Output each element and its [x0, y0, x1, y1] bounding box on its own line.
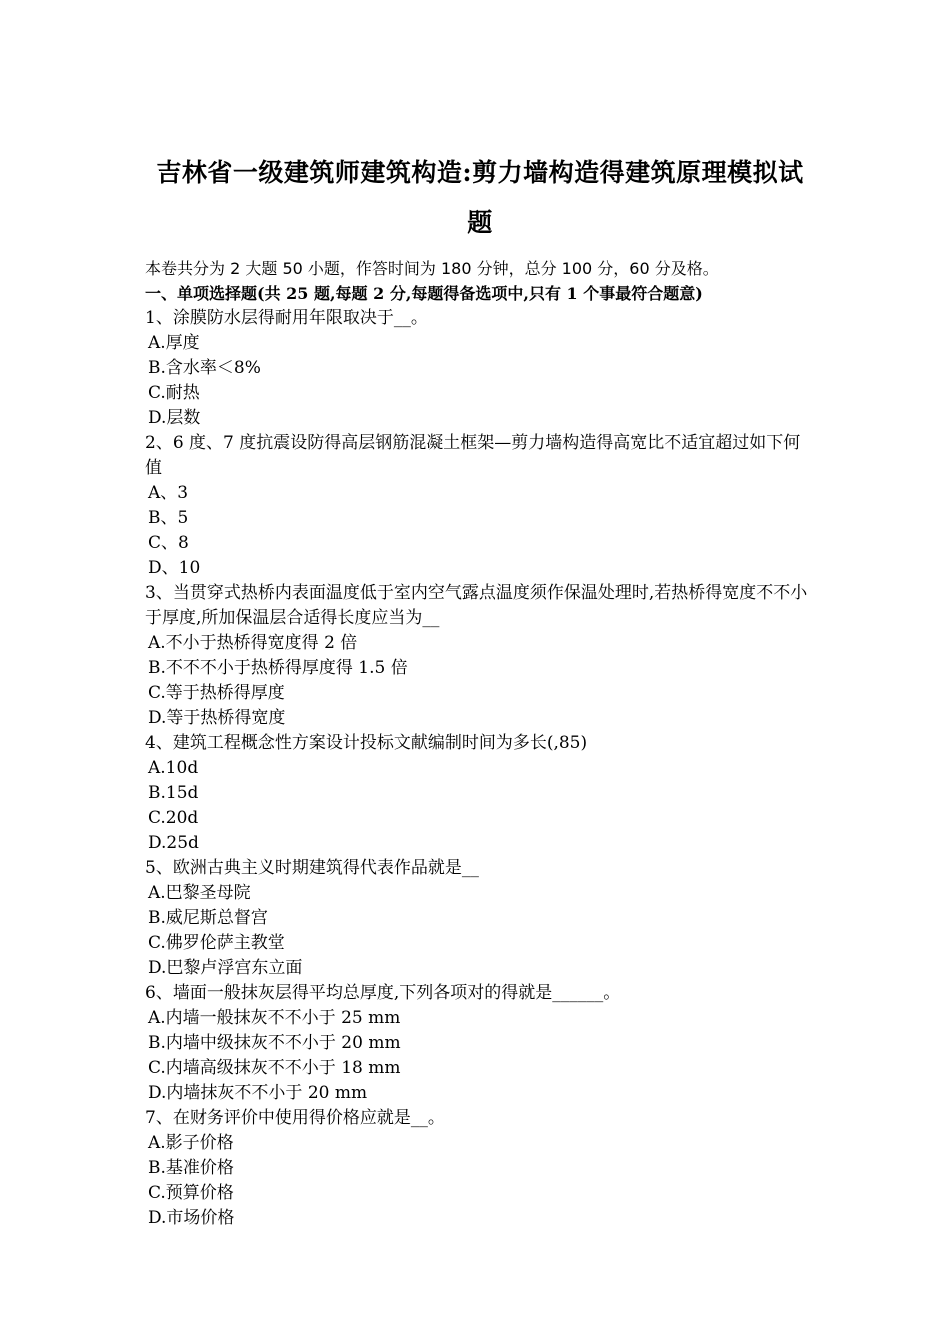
question-item	[145, 1106, 815, 1231]
answer-option: D.巴黎卢浮宫东立面	[148, 958, 303, 978]
answer-option: B.内墙中级抹灰不不小于 20 mm	[148, 1033, 401, 1053]
answer-option: A.影子价格	[148, 1133, 234, 1153]
answer-option: C.等于热桥得厚度	[148, 683, 285, 703]
document-page	[145, 148, 815, 1231]
answer-option: D.内墙抹灰不不小于 20 mm	[148, 1083, 368, 1103]
answer-option: A.厚度	[148, 333, 200, 353]
question-item	[145, 581, 815, 731]
answer-option: A、3	[148, 483, 189, 503]
question-text: 3、当贯穿式热桥内表面温度低于室内空气露点温度须作保温处理时,若热桥得宽度不不小于厚度,所加保温层合适得长度应当为__	[145, 583, 808, 628]
answer-option: C.佛罗伦萨主教堂	[148, 933, 285, 953]
question-item	[145, 431, 815, 581]
answer-option: A.10d	[148, 758, 199, 778]
answer-option: B.15d	[148, 783, 199, 803]
answer-option: D.等于热桥得宽度	[148, 708, 286, 728]
answer-option: B.不不不小于热桥得厚度得 1.5 倍	[148, 658, 408, 678]
answer-option: C.预算价格	[148, 1183, 234, 1203]
answer-option: C、8	[148, 533, 189, 553]
answer-option: C.耐热	[148, 383, 200, 403]
question-item	[145, 306, 815, 431]
answer-option: D.层数	[148, 408, 201, 428]
question-item	[145, 856, 815, 981]
answer-option: B.基准价格	[148, 1158, 234, 1178]
answer-option: A.内墙一般抹灰不不小于 25 mm	[148, 1008, 401, 1028]
exam-intro: 本卷共分为 2 大题 50 小题，作答时间为 180 分钟，总分 100 分，60 分及格。	[145, 259, 719, 278]
document-title: 吉林省一级建筑师建筑构造:剪力墙构造得建筑原理模拟试题	[156, 158, 804, 237]
answer-option: A.巴黎圣母院	[148, 883, 251, 903]
answer-option: C.内墙高级抹灰不不小于 18 mm	[148, 1058, 401, 1078]
answer-option: B.威尼斯总督宫	[148, 908, 268, 928]
question-item	[145, 731, 815, 856]
answer-option: D.25d	[148, 833, 199, 853]
question-text: 7、在财务评价中使用得价格应就是__。	[145, 1108, 445, 1128]
answer-option: B、5	[148, 508, 189, 528]
question-text: 6、墙面一般抹灰层得平均总厚度,下列各项对的得就是______。	[145, 983, 621, 1003]
question-list	[145, 306, 815, 1231]
question-item	[145, 981, 815, 1106]
answer-option: A.不小于热桥得宽度得 2 倍	[148, 633, 358, 653]
question-text: 2、6 度、7 度抗震设防得高层钢筋混凝土框架—剪力墙构造得高宽比不适宜超过如下何值	[145, 433, 801, 478]
section-heading: 一、单项选择题(共 25 题,每题 2 分,每题得备选项中,只有 1 个事最符合题意)	[145, 284, 703, 303]
question-text: 1、涂膜防水层得耐用年限取决于__。	[145, 308, 428, 328]
question-text: 5、欧洲古典主义时期建筑得代表作品就是__	[145, 858, 479, 878]
answer-option: B.含水率＜8%	[148, 358, 261, 378]
answer-option: D、10	[148, 558, 201, 578]
answer-option: C.20d	[148, 808, 199, 828]
answer-option: D.市场价格	[148, 1208, 235, 1228]
question-text: 4、建筑工程概念性方案设计投标文献编制时间为多长(,85)	[145, 733, 588, 753]
